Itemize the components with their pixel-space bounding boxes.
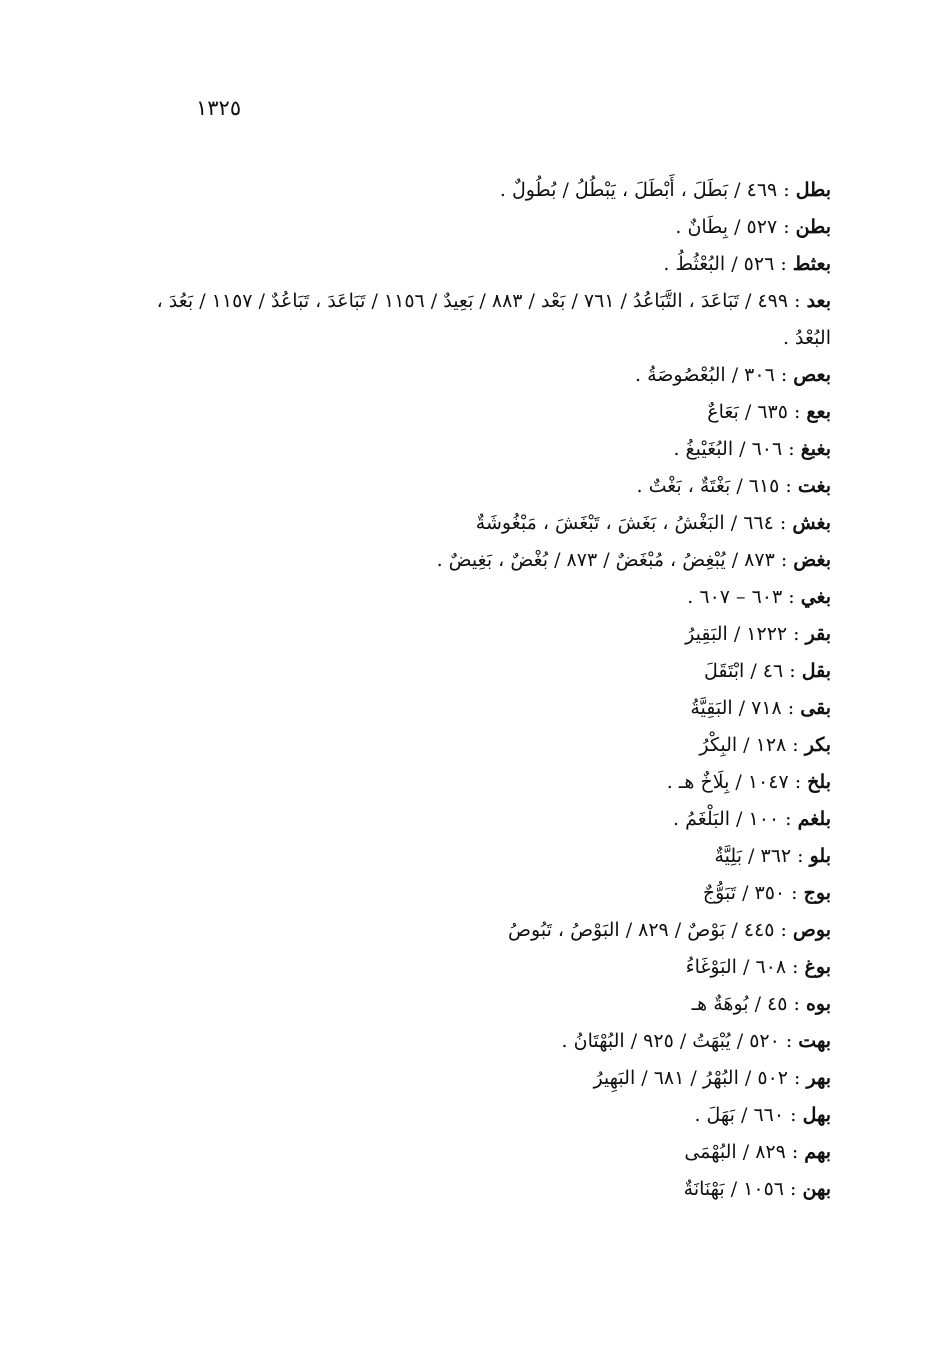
- index-entry: بهن : ١٠٥٦ / بَهْنَانَةٌ: [683, 1178, 831, 1200]
- entry-root: بكر: [804, 734, 831, 756]
- index-entry: بغت : ٦١٥ / بَغْتَةٌ ، بَغْتٌ .: [636, 475, 831, 497]
- index-entry: بعثط : ٥٢٦ / البُعْثُطُ .: [663, 253, 831, 275]
- entry-refs: ١٠٤٧ / بِلَاخٌ هـ .: [666, 771, 789, 793]
- entry-root: بهم: [804, 1141, 831, 1163]
- index-entry: بعد : ٤٩٩ / تَبَاعَدَ ، التَّبَاعُدُ / ٧٦١ / بَعْد / ٨٨٣ / بَعِيدٌ / ١١٥٦ / تَبَاعَدَ ، تَبَاعُدٌ / ١١٥٧ / بَعُدَ ، البُعْدُ .: [156, 290, 831, 349]
- entry-refs: ٦٦٤ / البَغْشُ ، بَغَشَ ، تَبْغَشَ ، مَبْغُوشَةٌ: [475, 512, 774, 534]
- index-entry: بوه : ٤٥ / بُوهَةٌ هـ: [691, 993, 831, 1015]
- entry-root: بغش: [792, 512, 831, 534]
- entry-refs: ١٢٨ / البِكْرُ: [699, 734, 787, 756]
- entry-refs: ٥٢٧ / بِطَانٌ .: [675, 216, 778, 238]
- index-entry: بلخ : ١٠٤٧ / بِلَاخٌ هـ .: [666, 771, 831, 793]
- index-entry: بعص : ٣٠٦ / البُعْصُوصَةُ .: [635, 364, 831, 386]
- entry-root: بهر: [806, 1067, 831, 1089]
- entry-root: بقى: [800, 697, 831, 719]
- entry-refs: ٦٦٠ / بَهَلَ .: [694, 1104, 785, 1126]
- entry-refs: ٦٣٥ / بَعَاعٌ: [707, 401, 788, 423]
- entry-refs: ٧١٨ / البَقِيَّةُ: [690, 697, 782, 719]
- entry-refs: ٣٥٠ / تَبَوُّجٌ: [702, 882, 786, 904]
- entry-refs: ٨٧٣ / يُبْغِضُ ، مُبْغَضٌ / ٨٧٣ / بُغْضٌ ، بَغِيضٌ .: [436, 549, 775, 571]
- entry-root: بلو: [809, 845, 831, 867]
- index-entry: بغي : ٦٠٣ – ٦٠٧ .: [687, 586, 831, 608]
- entry-refs: ٦١٥ / بَغْتَةٌ ، بَغْتٌ .: [636, 475, 780, 497]
- index-entry: بهر : ٥٠٢ / البُهْرُ / ٦٨١ / البَهِيرُ: [593, 1067, 831, 1089]
- entry-refs: ٤٥ / بُوهَةٌ هـ: [691, 993, 788, 1015]
- page-number: ١٣٢٥: [196, 96, 242, 120]
- index-entry: بوص : ٤٤٥ / بَوْصٌ / ٨٢٩ / البَوْصُ ، تَبُوصُ: [508, 919, 831, 941]
- entry-root: بوغ: [804, 956, 831, 978]
- index-entries: [151, 172, 831, 1208]
- index-entry: بوغ : ٦٠٨ / البَوْغَاءُ: [685, 956, 831, 978]
- entry-root: بغض: [793, 549, 831, 571]
- entry-root: بلخ: [807, 771, 831, 793]
- entry-refs: ٥٢٠ / يُبْهَتُ / ٩٢٥ / البُهْتَانُ .: [561, 1030, 780, 1052]
- index-entry: بلو : ٣٦٢ / بَلِيَّةٌ: [714, 845, 831, 867]
- entry-root: بعد: [806, 290, 831, 312]
- entry-root: بقر: [805, 623, 831, 645]
- entry-refs: ٦٠٨ / البَوْغَاءُ: [685, 956, 787, 978]
- index-entry: بهل : ٦٦٠ / بَهَلَ .: [694, 1104, 831, 1126]
- entry-root: بطل: [795, 179, 831, 201]
- entry-root: بطن: [795, 216, 831, 238]
- entry-refs: ٥٠٢ / البُهْرُ / ٦٨١ / البَهِيرُ: [593, 1067, 788, 1089]
- entry-refs: ٤٤٥ / بَوْصٌ / ٨٢٩ / البَوْصُ ، تَبُوصُ: [508, 919, 775, 941]
- entry-refs: ٥٢٦ / البُعْثُطُ .: [663, 253, 775, 275]
- entry-root: بوج: [803, 882, 831, 904]
- entry-refs: ٣٠٦ / البُعْصُوصَةُ .: [635, 364, 775, 386]
- entry-root: بعص: [793, 364, 831, 386]
- entry-root: بقل: [801, 660, 831, 682]
- index-entry: بغبغ : ٦٠٦ / البُغَيْبغُ .: [673, 438, 831, 460]
- entry-refs: ٦٠٦ / البُغَيْبغُ .: [673, 438, 783, 460]
- entry-refs: ١٠٠ / البَلْغَمُ .: [673, 808, 780, 830]
- index-entry: بوج : ٣٥٠ / تَبَوُّجٌ: [702, 882, 831, 904]
- entry-refs: ٤٩٩ / تَبَاعَدَ ، التَّبَاعُدُ / ٧٦١ / بَعْد / ٨٨٣ / بَعِيدٌ / ١١٥٦ / تَبَاعَدَ ، تَبَاعُدٌ / ١١٥٧ / بَعُدَ ، البُعْدُ .: [156, 290, 831, 349]
- entry-root: بعثط: [792, 253, 831, 275]
- entry-root: بهل: [802, 1104, 831, 1126]
- index-entry: بقى : ٧١٨ / البَقِيَّةُ: [690, 697, 831, 719]
- entry-root: بغي: [800, 586, 831, 608]
- entry-refs: ٣٦٢ / بَلِيَّةٌ: [714, 845, 792, 867]
- index-entry: بقل : ٤٦ / ابْتَقَلَ: [704, 660, 831, 682]
- index-entry: بعع : ٦٣٥ / بَعَاعٌ: [707, 401, 831, 423]
- entry-root: بهن: [802, 1178, 831, 1200]
- entry-root: بوص: [792, 919, 831, 941]
- entry-root: بلغم: [797, 808, 831, 830]
- index-entry: بكر : ١٢٨ / البِكْرُ: [699, 734, 831, 756]
- index-entry: بطل : ٤٦٩ / بَطَلَ ، أَبْطَلَ ، يَبْطُلُ / بُطُولٌ .: [499, 179, 831, 201]
- entry-root: بغت: [797, 475, 831, 497]
- entry-root: بعع: [806, 401, 831, 423]
- entry-root: بوه: [805, 993, 831, 1015]
- index-entry: بلغم : ١٠٠ / البَلْغَمُ .: [673, 808, 831, 830]
- entry-refs: ١٢٢٢ / البَقِيرُ: [685, 623, 788, 645]
- index-entry: بطن : ٥٢٧ / بِطَانٌ .: [675, 216, 831, 238]
- index-entry: بغش : ٦٦٤ / البَغْشُ ، بَغَشَ ، تَبْغَشَ ، مَبْغُوشَةٌ: [475, 512, 831, 534]
- entry-refs: ٤٦ / ابْتَقَلَ: [704, 660, 784, 682]
- entry-refs: ٦٠٣ – ٦٠٧ .: [687, 586, 783, 608]
- entry-refs: ٨٢٩ / البُهْمَى: [684, 1141, 786, 1163]
- entry-refs: ٤٦٩ / بَطَلَ ، أَبْطَلَ ، يَبْطُلُ / بُطُولٌ .: [499, 179, 778, 201]
- entry-refs: ١٠٥٦ / بَهْنَانَةٌ: [683, 1178, 784, 1200]
- index-entry: بهت : ٥٢٠ / يُبْهَتُ / ٩٢٥ / البُهْتَانُ .: [561, 1030, 831, 1052]
- entry-root: بهت: [798, 1030, 831, 1052]
- index-entry: بغض : ٨٧٣ / يُبْغِضُ ، مُبْغَضٌ / ٨٧٣ / بُغْضٌ ، بَغِيضٌ .: [436, 549, 831, 571]
- entry-root: بغبغ: [800, 438, 831, 460]
- index-entry: بقر : ١٢٢٢ / البَقِيرُ: [685, 623, 831, 645]
- index-entry: بهم : ٨٢٩ / البُهْمَى: [684, 1141, 831, 1163]
